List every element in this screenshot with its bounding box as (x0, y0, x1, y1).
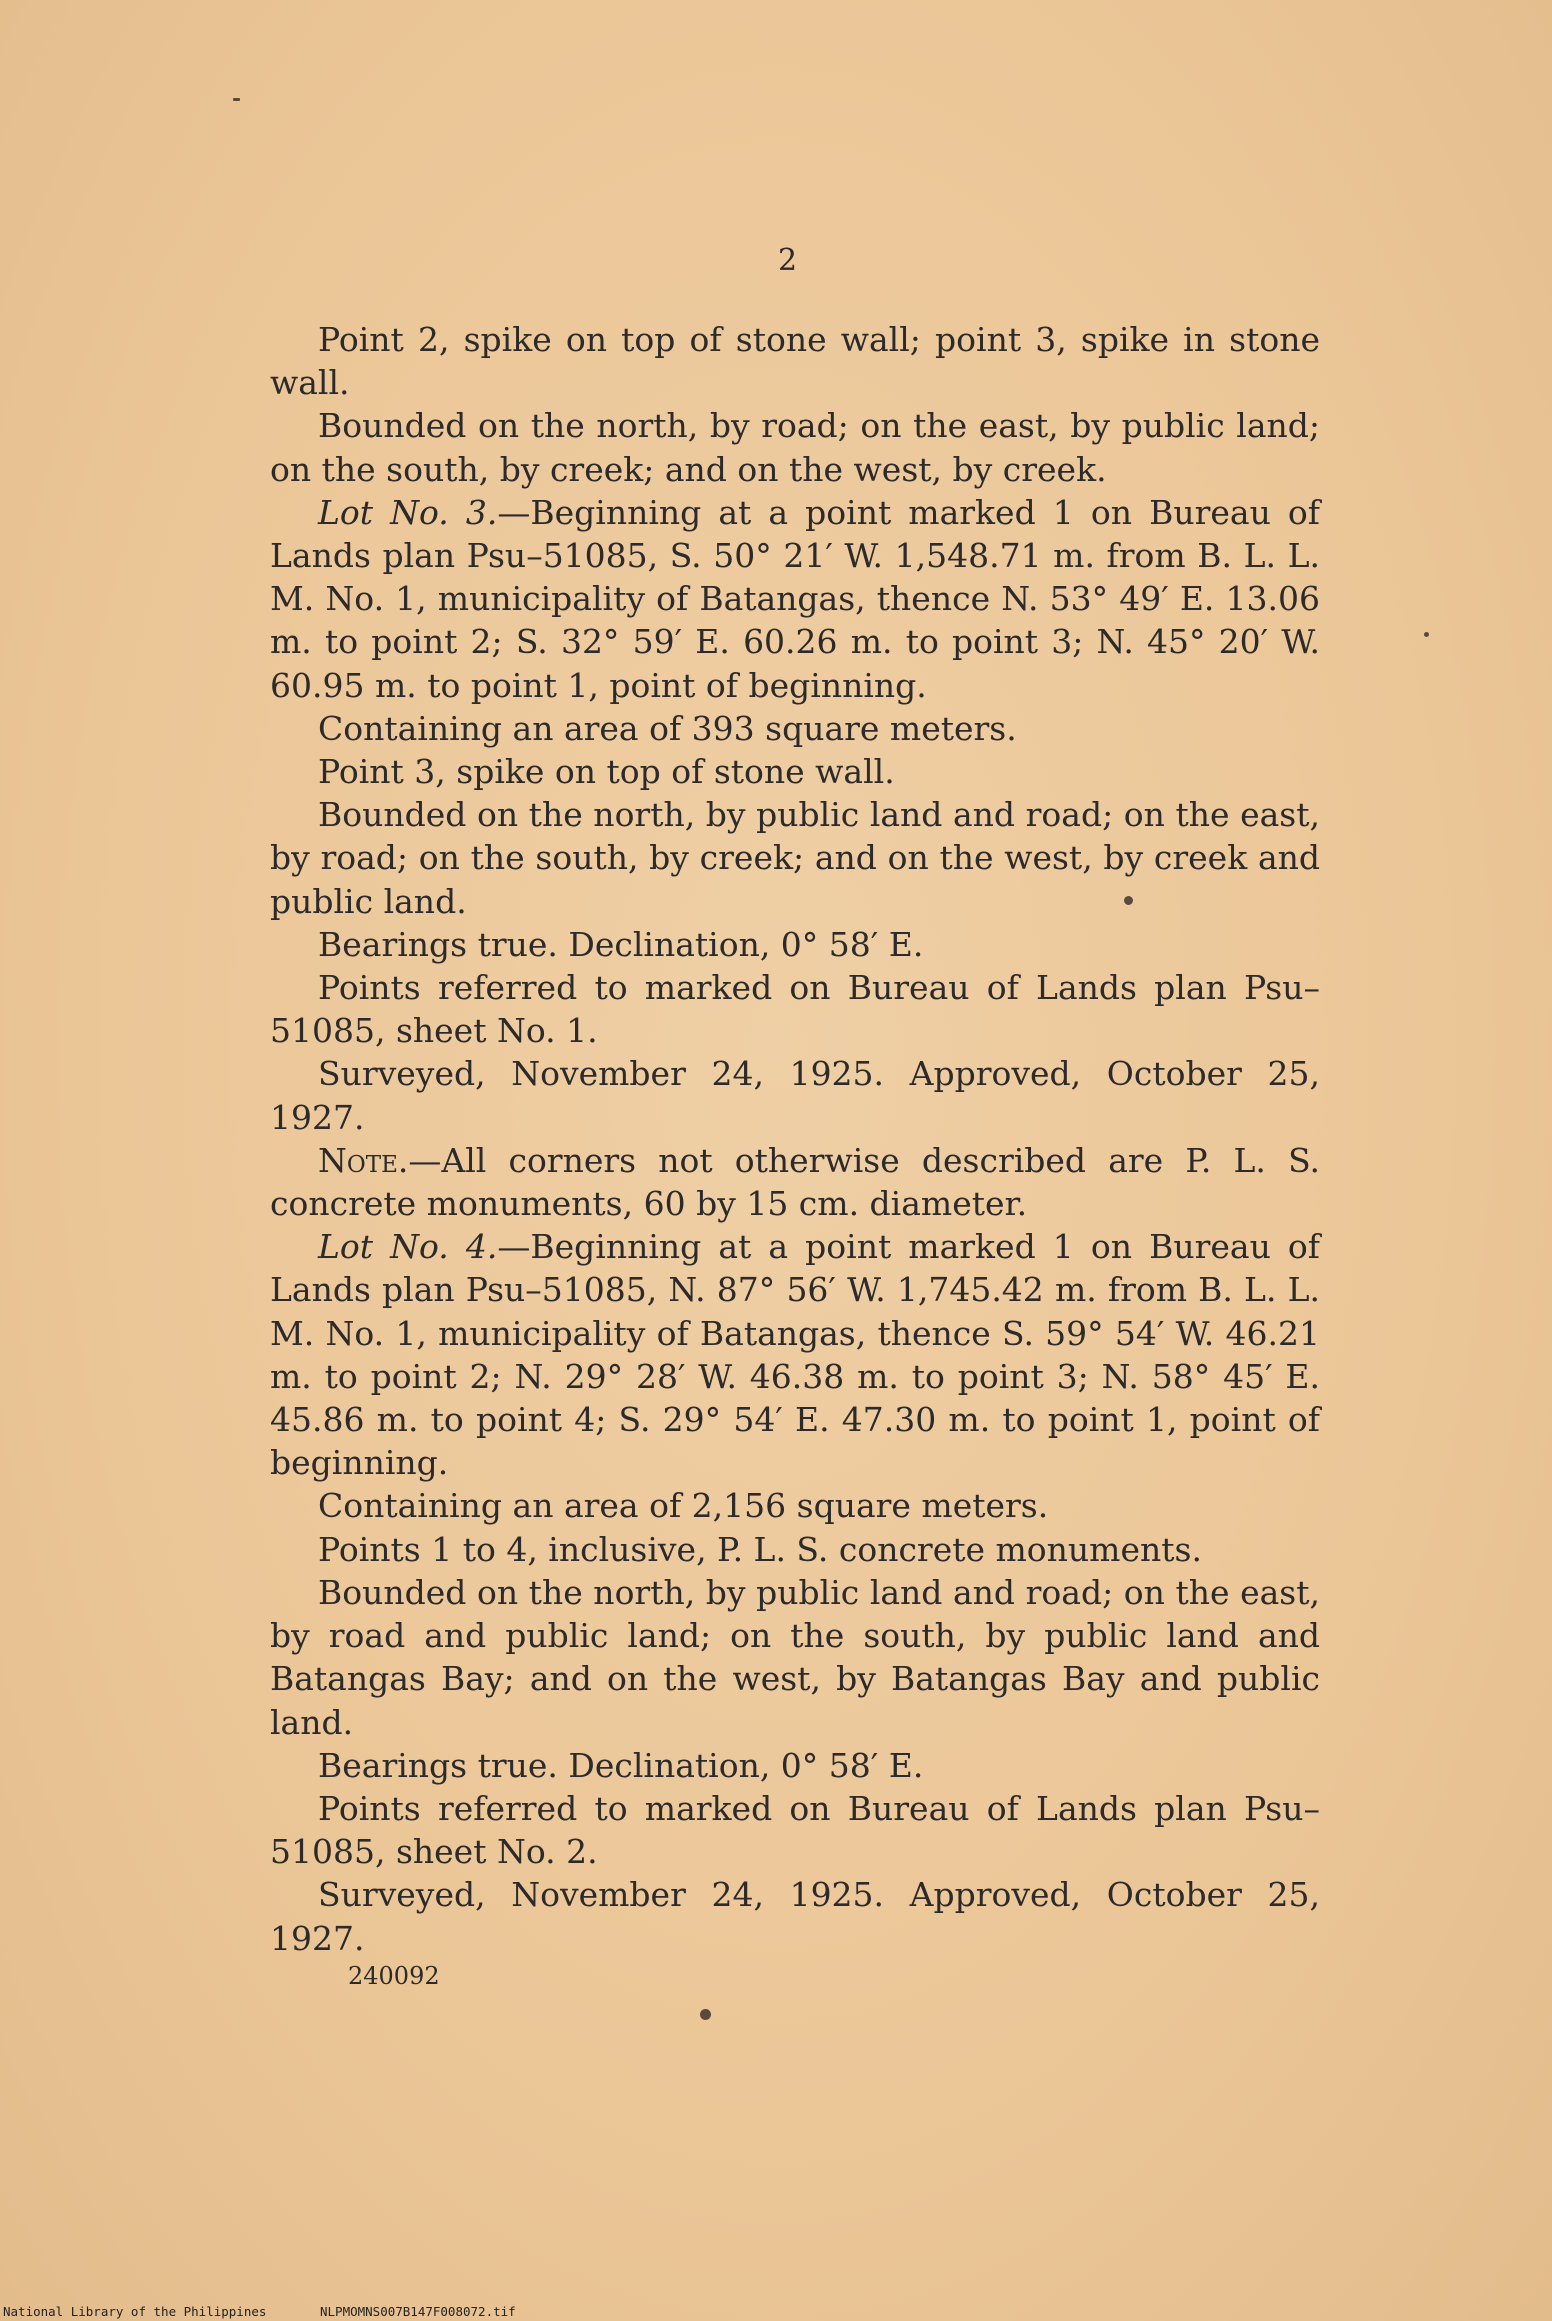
paragraph-text: —Beginning at a point marked 1 on Bureau of Lands plan Psu–51085, N. 87° 56′ W. 1,745.42 m. from B. L. L. M. No. 1, municipality of Batangas, thence S. 59° 54′ W. 46.21 m. to point 2; N. 29° 28′ W. 46.38 m. to point 3; N. 58° 45′ E. 45.86 m. to point 4; S. 29° 54′ E. 47.30 m. to point 1, point of beginning. (270, 1227, 1320, 1483)
paragraph (270, 491, 1320, 707)
paragraph: Containing an area of 2,156 square meters. (318, 1486, 1049, 1526)
lot-heading: Lot No. 4. (318, 1227, 498, 1267)
print-code: 240092 (348, 1962, 440, 1990)
paragraph: Point 3, spike on top of stone wall. (318, 752, 895, 792)
paragraph: Bounded on the north, by public land and road; on the east, by road; on the south, by creek; and on the west, by creek and public land. (270, 795, 1320, 921)
page-number: 2 (777, 243, 798, 278)
body-text (270, 318, 1320, 1960)
paragraph-text: —Beginning at a point marked 1 on Bureau of Lands plan Psu–51085, S. 50° 21′ W. 1,548.71 m. from B. L. L. M. No. 1, municipality of Batangas, thence N. 53° 49′ E. 13.06 m. to point 2; S. 32° 59′ E. 60.26 m. to point 3; N. 45° 20′ W. 60.95 m. to point 1, point of beginning. (270, 492, 1320, 705)
paragraph-text: —All corners not otherwise described are P. L. S. concrete monuments, 60 by 15 cm. diameter. (270, 1140, 1320, 1224)
paper-speck (1424, 632, 1429, 637)
paragraph: Points referred to marked on Bureau of Lands plan Psu–51085, sheet No. 1. (270, 968, 1320, 1051)
note-heading: Note. (318, 1140, 409, 1180)
paper-speck (233, 98, 240, 101)
lot-heading: Lot No. 3. (318, 492, 498, 532)
footer-institution: National Library of the Philippines (3, 2304, 267, 2319)
paragraph: Point 2, spike on top of stone wall; point 3, spike in stone wall. (270, 320, 1320, 403)
paragraph: Bearings true. Declination, 0° 58′ E. (318, 1745, 924, 1785)
paragraph: Points referred to marked on Bureau of Lands plan Psu–51085, sheet No. 2. (270, 1788, 1320, 1872)
paragraph: Surveyed, November 24, 1925. Approved, October 25, 1927. (270, 1875, 1320, 1958)
paragraph (270, 1139, 1320, 1225)
paragraph: Containing an area of 393 square meters. (318, 708, 1017, 748)
footer-filename: NLPMOMNS007B147F008072.tif (320, 2304, 516, 2319)
paragraph: Bounded on the north, by road; on the east, by public land; on the south, by creek; and on the west, by creek. (270, 406, 1320, 489)
paragraph: Bearings true. Declination, 0° 58′ E. (318, 924, 924, 964)
paragraph: Points 1 to 4, inclusive, P. L. S. concrete monuments. (318, 1529, 1202, 1569)
paragraph (270, 1225, 1320, 1484)
paper-speck (700, 2009, 711, 2020)
paragraph: Surveyed, November 24, 1925. Approved, October 25, 1927. (270, 1054, 1320, 1137)
paragraph: Bounded on the north, by public land and road; on the east, by road and public land; on the south, by public land and Batangas Bay; and on the west, by Batangas Bay and public land. (270, 1572, 1320, 1742)
